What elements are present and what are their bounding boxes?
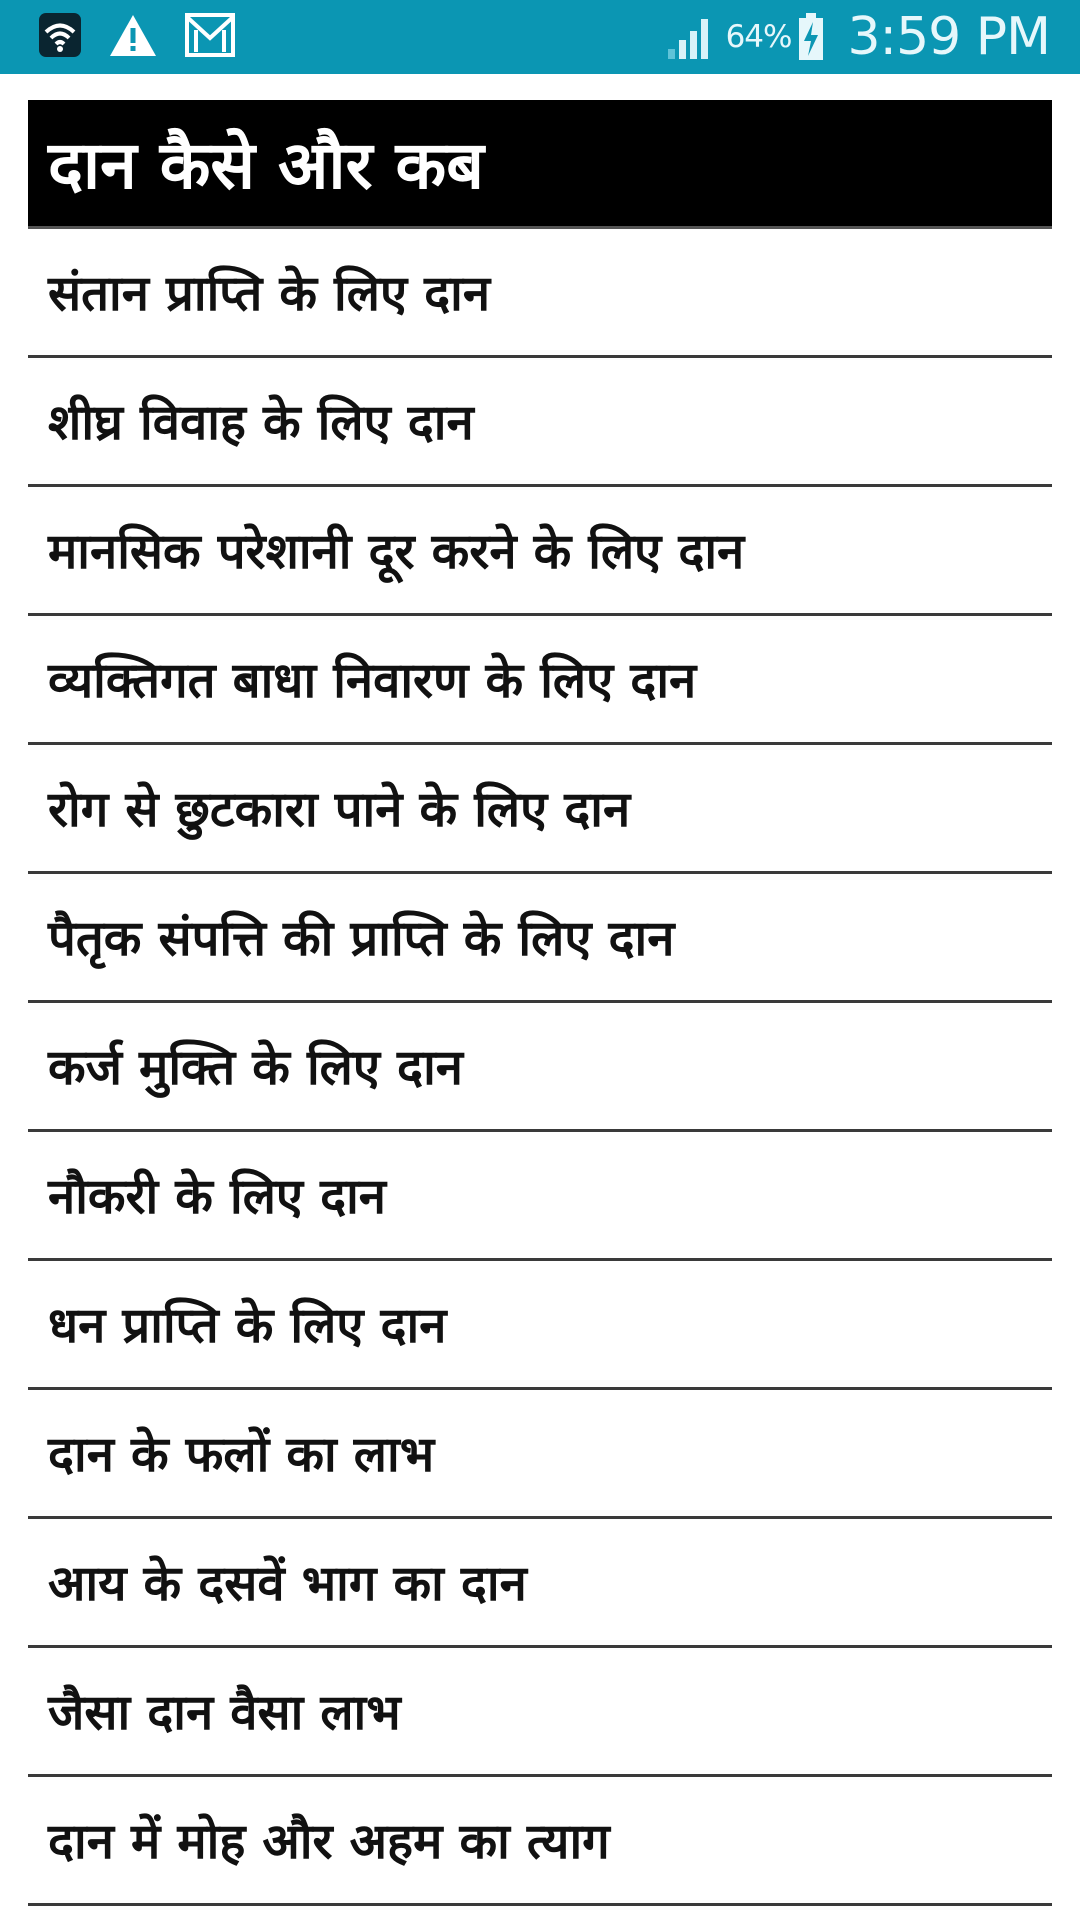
list-item[interactable]: [28, 1648, 1052, 1777]
title-bar: [28, 100, 1052, 229]
list-item[interactable]: [28, 874, 1052, 1003]
list-item-label: शीघ्र विवाह के लिए दान: [48, 394, 474, 451]
notification-icons: [38, 12, 262, 58]
list-item-label: धन प्राप्ति के लिए दान: [48, 1297, 447, 1354]
battery-charging-icon: [797, 12, 825, 62]
list-item[interactable]: [28, 229, 1052, 358]
gmail-icon: [184, 12, 236, 58]
list-item-label: कर्ज मुक्ति के लिए दान: [48, 1039, 463, 1096]
list-item[interactable]: [28, 487, 1052, 616]
topic-list: [28, 229, 1052, 1906]
signal-icon: [666, 13, 716, 61]
list-item[interactable]: [28, 1519, 1052, 1648]
list-item-label: आय के दसवें भाग का दान: [48, 1555, 527, 1612]
system-indicators: [666, 0, 1050, 74]
list-item-label: संतान प्राप्ति के लिए दान: [48, 265, 491, 322]
list-item-label: रोग से छुटकारा पाने के लिए दान: [48, 781, 631, 838]
list-item[interactable]: [28, 1261, 1052, 1390]
list-item-label: व्यक्तिगत बाधा निवारण के लिए दान: [48, 652, 697, 709]
list-item-label: पैतृक संपत्ति की प्राप्ति के लिए दान: [48, 910, 675, 967]
list-item-label: मानसिक परेशानी दूर करने के लिए दान: [48, 523, 745, 580]
page-title: दान कैसे और कब: [48, 127, 484, 204]
list-item-label: दान में मोह और अहम का त्याग: [48, 1813, 610, 1870]
clock: 3:59 PM: [847, 7, 1050, 67]
main-content: [28, 100, 1052, 1906]
list-item-label: जैसा दान वैसा लाभ: [48, 1684, 401, 1741]
list-item[interactable]: [28, 1132, 1052, 1261]
battery-percent: 64%: [725, 19, 792, 55]
wifi-icon: [38, 12, 82, 58]
list-item[interactable]: [28, 1777, 1052, 1906]
list-item[interactable]: [28, 1390, 1052, 1519]
list-item-label: नौकरी के लिए दान: [48, 1168, 386, 1225]
status-bar: [0, 0, 1080, 74]
list-item[interactable]: [28, 616, 1052, 745]
warning-icon: [108, 12, 158, 58]
list-item[interactable]: [28, 1003, 1052, 1132]
list-item-label: दान के फलों का लाभ: [48, 1426, 435, 1483]
list-item[interactable]: [28, 358, 1052, 487]
list-item[interactable]: [28, 745, 1052, 874]
